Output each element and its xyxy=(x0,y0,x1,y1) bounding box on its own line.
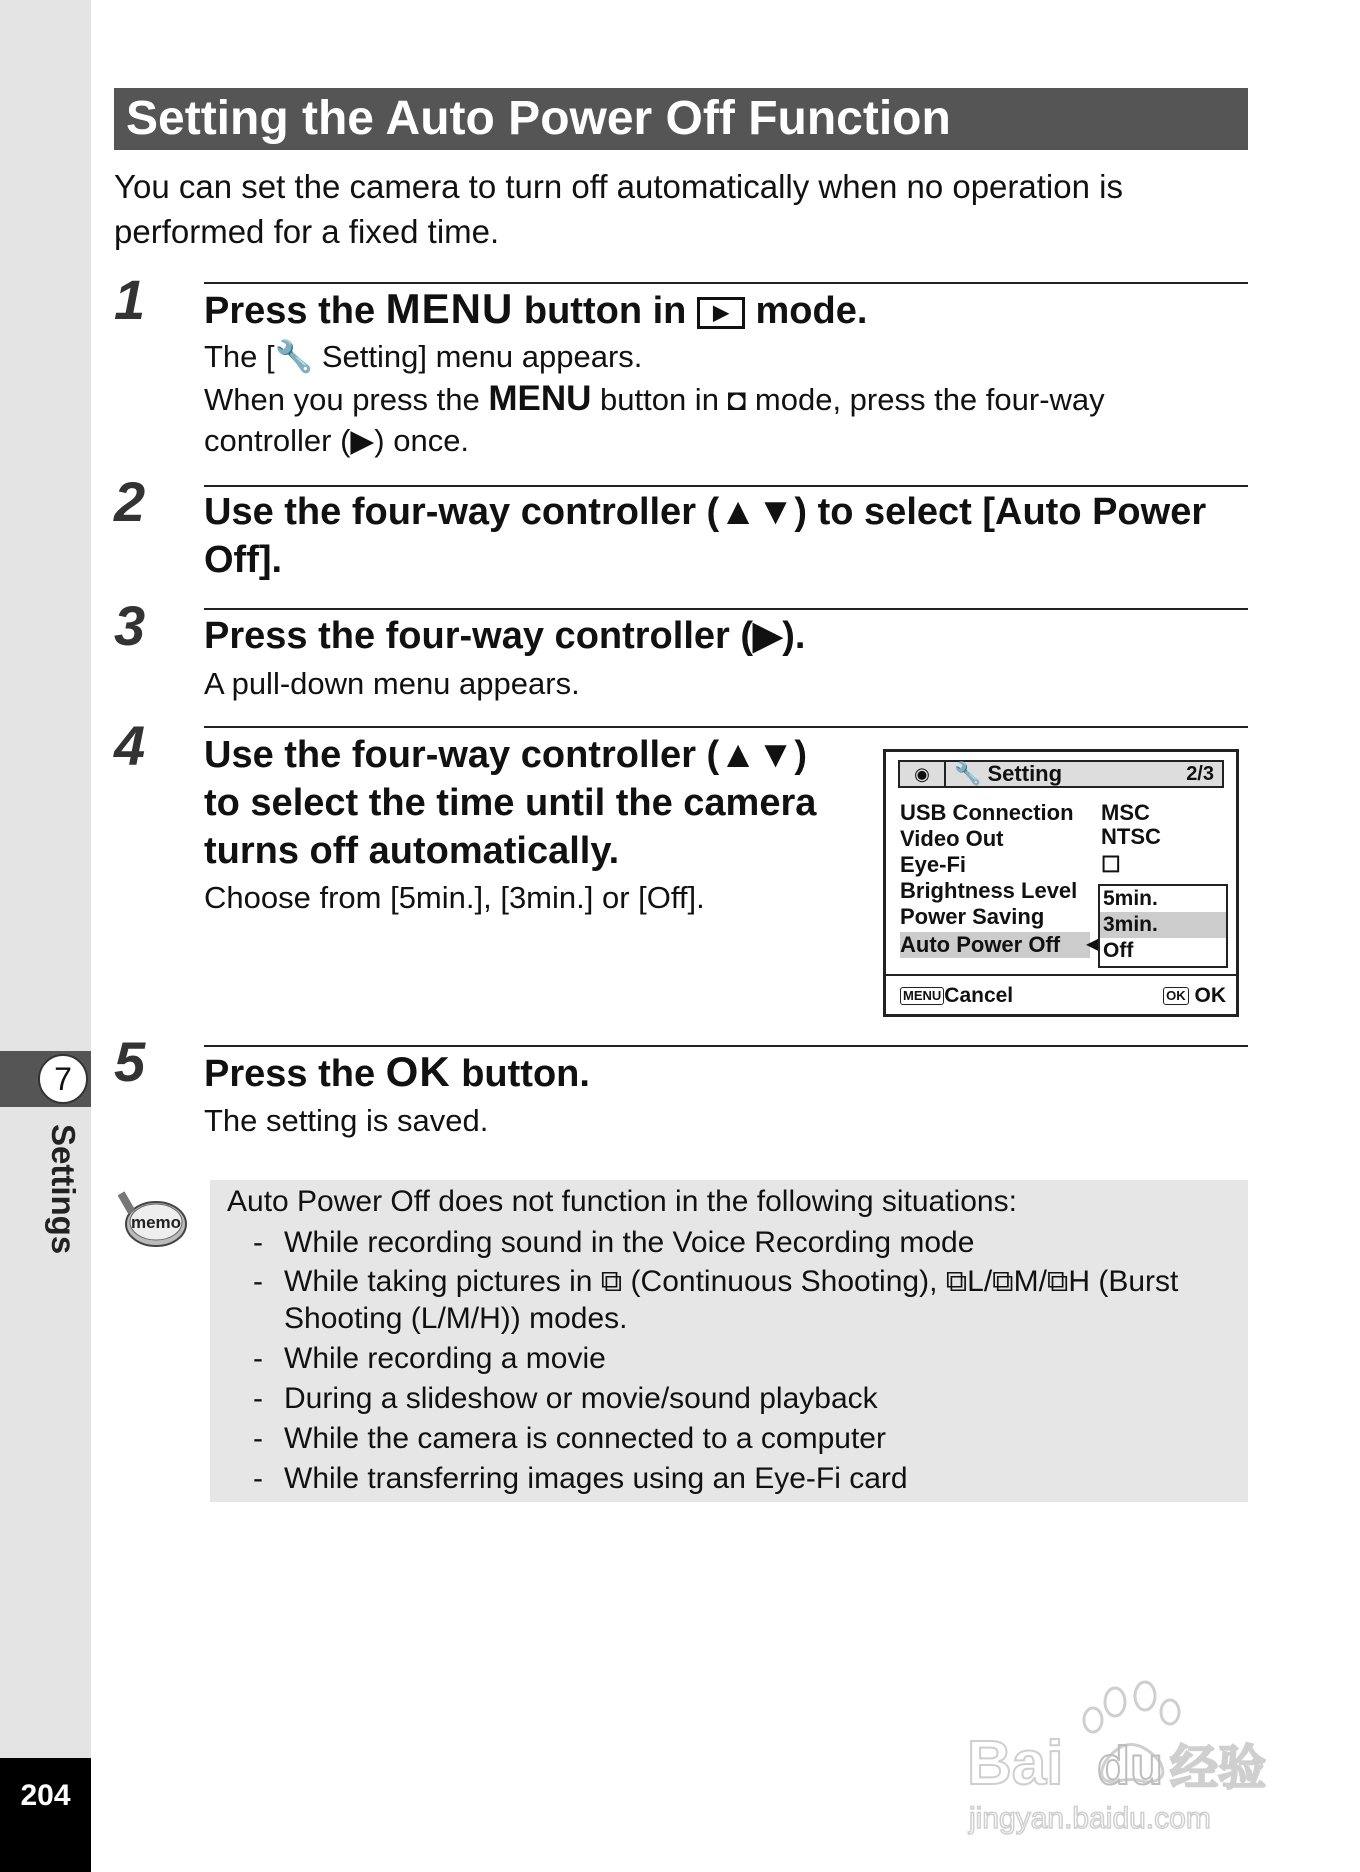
step-heading: Off]. xyxy=(204,539,283,581)
memo-item: - While transferring images using an Eye-Fi card xyxy=(253,1462,908,1495)
step-heading: Press the OK button. xyxy=(204,1048,590,1095)
step-heading: to select the time until the camera xyxy=(204,782,817,824)
screen-cancel: MENU Cancel xyxy=(900,984,1013,1008)
step-number: 5 xyxy=(114,1030,146,1093)
step-divider xyxy=(204,608,1248,610)
memo-item: - While recording sound in the Voice Recording mode xyxy=(253,1226,975,1259)
memo-item: - While taking pictures in ⧉ (Continuous Shooting), ⧉L/⧉M/⧉H (Burst xyxy=(253,1265,1179,1298)
step-divider xyxy=(204,1045,1248,1047)
svg-text:du: du xyxy=(1097,1736,1163,1796)
screen-tab-setting: 🔧 Setting xyxy=(954,761,1063,786)
chapter-number: 7 xyxy=(38,1054,88,1104)
memo-item: - While the camera is connected to a computer xyxy=(253,1422,886,1455)
screen-row-label: Power Saving xyxy=(900,904,1045,929)
step-number: 2 xyxy=(114,470,146,533)
step-number: 4 xyxy=(114,714,146,777)
option-off: Off xyxy=(1103,939,1134,962)
screen-tab-bar xyxy=(898,760,1224,788)
playback-icon: ▶ xyxy=(697,297,745,329)
pulldown-menu xyxy=(1098,884,1228,968)
screen-row-value: MSC xyxy=(1101,800,1150,825)
menu-button-label: MENU xyxy=(488,379,592,418)
memo-item: - During a slideshow or movie/sound playback xyxy=(253,1382,878,1415)
step-divider xyxy=(204,726,1248,728)
step-body: A pull-down menu appears. xyxy=(204,666,580,701)
step-body: Choose from [5min.], [3min.] or [Off]. xyxy=(204,880,705,915)
step-body: The [🔧 Setting] menu appears. xyxy=(204,339,643,374)
step-number: 3 xyxy=(114,594,146,657)
chapter-label: Settings xyxy=(45,1124,82,1255)
option-3min: 3min. xyxy=(1100,912,1226,938)
memo-item-continued: Shooting (L/M/H)) modes. xyxy=(284,1302,628,1335)
svg-text:Bai: Bai xyxy=(967,1729,1064,1798)
page-title: Setting the Auto Power Off Function xyxy=(114,88,1248,150)
step-body: When you press the MENU button in ◘ mode, press the four-way xyxy=(204,379,1105,418)
screen-row-value: NTSC xyxy=(1101,824,1161,849)
screen-row-selected: Auto Power Off xyxy=(900,932,1090,958)
eye-fi-checkbox: ☐ xyxy=(1101,852,1121,877)
step-divider xyxy=(204,282,1248,284)
svg-text:经验: 经验 xyxy=(1170,1740,1267,1796)
screen-ok: OK OK xyxy=(1163,984,1226,1008)
left-arrow-icon: ◀ xyxy=(1086,936,1099,953)
memo-heading: Auto Power Off does not function in the following situations: xyxy=(227,1185,1017,1218)
sidebar xyxy=(0,0,91,1872)
screen-row-label: USB Connection xyxy=(900,800,1074,825)
step-heading: turns off automatically. xyxy=(204,830,620,872)
page-number: 204 xyxy=(0,1758,91,1872)
step-heading: Use the four-way controller (▲▼) to select [Auto Power xyxy=(204,491,1207,533)
menu-key-icon: MENU xyxy=(900,987,944,1005)
svg-text:memo: memo xyxy=(130,1213,182,1232)
camera-icon: ◘ xyxy=(727,382,747,417)
step-heading: Use the four-way controller (▲▼) xyxy=(204,734,808,776)
ok-key-icon: OK xyxy=(1163,987,1189,1005)
step-divider xyxy=(204,485,1248,487)
step-heading: Press the MENU button in ▶ mode. xyxy=(204,285,868,332)
step-body: controller (▶) once. xyxy=(204,423,470,458)
screen-row-label: Video Out xyxy=(900,826,1004,851)
screen-divider xyxy=(886,974,1236,976)
step-body: The setting is saved. xyxy=(204,1103,489,1138)
screen-row-label: Eye-Fi xyxy=(900,852,967,877)
memo-item: - While recording a movie xyxy=(253,1342,606,1375)
camera-screen xyxy=(883,749,1239,1017)
baidu-watermark xyxy=(965,1672,1285,1842)
menu-button-label: MENU xyxy=(385,285,514,332)
step-heading: Press the four-way controller (▶). xyxy=(204,615,806,657)
camera-icon: ◉ xyxy=(900,762,946,786)
screen-page: 2/3 xyxy=(1186,763,1214,785)
screen-row-label: Brightness Level xyxy=(900,878,1078,903)
intro-text: You can set the camera to turn off automatically when no operation is performed for a fixed time. xyxy=(114,168,1123,250)
step-number: 1 xyxy=(114,268,146,331)
svg-text:jingyan.baidu.com: jingyan.baidu.com xyxy=(969,1802,1211,1835)
option-5min: 5min. xyxy=(1103,887,1158,910)
ok-button-label: OK xyxy=(385,1048,451,1095)
memo-icon xyxy=(118,1190,188,1250)
